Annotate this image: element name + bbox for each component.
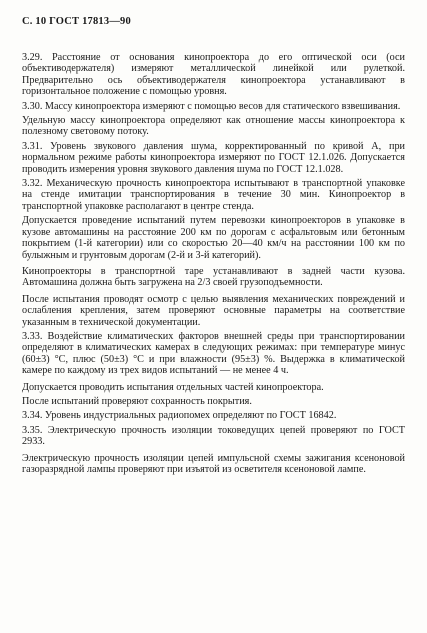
paragraph-3-29: 3.29. Расстояние от основания кинопроектора до его оптической оси (оси объективодержателя) измеряют металлической линейкой или рулеткой. Предварительно ось объективодержателя кинопроектора устанавливают в горизонтальное положение с помощью уровня.: [22, 52, 405, 98]
paragraph-truck-loading: Кинопроекторы в транспортной таре устанавливают в задней части кузова. Автомашина должна быть загружена на 2/3 своей грузоподъемности.: [22, 265, 405, 289]
paragraph-3-32: 3.32. Механическую прочность кинопроектора испытывают в транспортной упаковке на стенде имитации транспортирования в течение 30 мин. Кинопроектор в транспортной упаковке располагают в центре стенда.: [22, 178, 405, 212]
paragraph-3-30: 3.30. Массу кинопроектора измеряют с помощью весов для статического взвешивания.: [22, 100, 401, 112]
paragraph-3-31: 3.31. Уровень звукового давления шума, корректированный по кривой A, при нормальном режиме работы кинопроектора измеряют по ГОСТ 12.1.026. Допускается проводить измерения уровня звукового давления шума по ГОСТ 12.1.028.: [22, 140, 405, 175]
document-body: [22, 52, 405, 478]
paragraph-partial-tests: Допускается проводить испытания отдельных частей кинопроектора.: [22, 381, 324, 393]
paragraph-specific-mass: Удельную массу кинопроектора определяют как отношение массы кинопроектора к полезному световому потоку.: [22, 115, 405, 138]
page-header: С. 10 ГОСТ 17813—90: [22, 16, 131, 27]
paragraph-inspection: После испытания проводят осмотр с целью выявления механических повреждений и ослабления крепления, затем проверяют основные параметры на соответствие указанным в технической документации.: [22, 293, 405, 328]
paragraph-transport-test: Допускается проведение испытаний путем перевозки кинопроекторов в упаковке в кузове автомашины на расстояние 200 км по дорогам с асфальтовым или бетонным покрытием (1-й категории) или со скоростью 20—40 км/ч на расстоянии 100 км по булыжным и грунтовым дорогам (2-й и 3-й категорий).: [22, 215, 405, 261]
paragraph-coating-check: После испытаний проверяют сохранность покрытия.: [22, 395, 252, 407]
paragraph-3-35: 3.35. Электрическую прочность изоляции токоведущих цепей проверяют по ГОСТ 2933.: [22, 424, 405, 448]
paragraph-3-33: 3.33. Воздействие климатических факторов внешней среды при транспортировании определяют в климатических камерах в следующих режимах: при температуре минус (60±3) °С, плюс (50±3) °С и при влажности (95±3) %. Выдержка в климатической камере по каждому из трех видов испытаний — не менее 4 ч.: [22, 330, 405, 377]
paragraph-3-34: 3.34. Уровень индустриальных радиопомех определяют по ГОСТ 16842.: [22, 410, 337, 422]
paragraph-ignition-circuit: Электрическую прочность изоляции цепей импульсной схемы зажигания ксеноновой газоразрядной лампы проверяют при изъятой из осветителя ксеноновой лампе.: [22, 452, 405, 475]
